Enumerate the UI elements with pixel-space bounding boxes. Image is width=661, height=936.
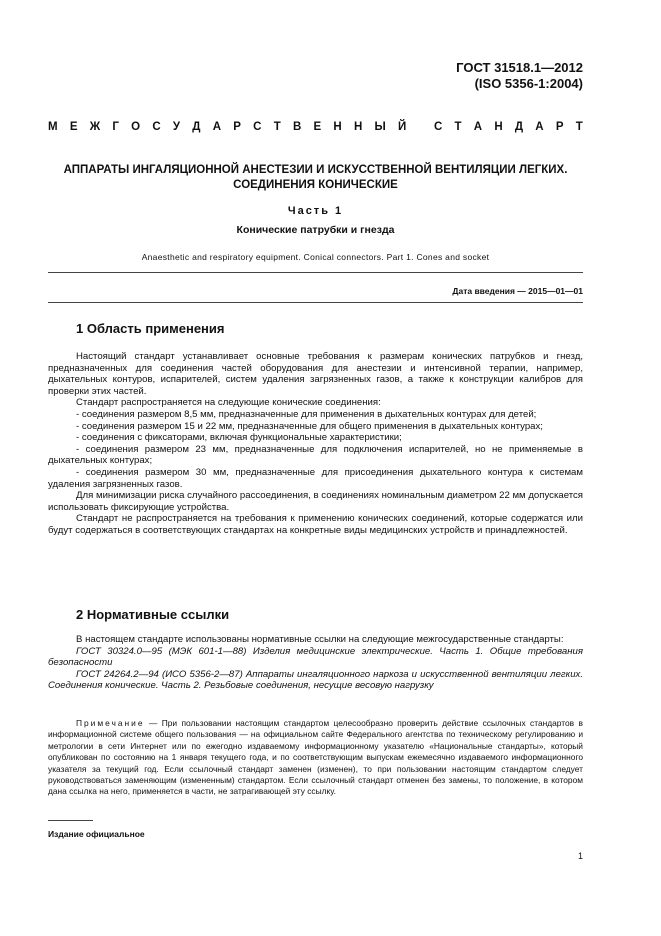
section-1-paragraph: Стандарт не распространяется на требования к применению конических соединений, которые содержатся или будут содержаться в соответствующих стандартах на конкретные виды медицинских устройств и принадлежностей. [48,513,583,536]
interstate-standard-label [48,121,583,133]
spaced-letter: С [253,121,262,133]
spaced-letter: А [212,121,222,133]
introduction-date: Дата введения — 2015—01—01 [452,286,583,296]
spaced-letter: М [48,121,58,133]
spaced-letter: Р [233,121,241,133]
spaced-letter: Т [273,121,281,133]
spaced-letter: Е [69,121,78,133]
section-2-heading: 2 Нормативные ссылки [76,607,230,622]
section-2-body [48,634,583,692]
list-item: - соединения размером 30 мм, предназначенные для присоединения дыхательного контура к системам удаления загрязненных газов. [48,466,583,490]
section-1-body [48,351,583,537]
spaced-letter: У [172,121,181,133]
part-label: Часть 1 [287,205,344,217]
note-paragraph [48,718,583,798]
list-item: - соединения с фиксаторами, включая функциональные характеристики; [76,432,402,444]
section-2-paragraph: В настоящем стандарте использованы нормативные ссылки на следующие межгосударственные стандарты: [76,634,564,645]
title-line-2: СОЕДИНЕНИЯ КОНИЧЕСКИЕ [233,179,398,191]
section-1-paragraph: Для минимизации риска случайного рассоединения, в соединениях номинальным диаметром 22 мм допускается использовать фиксирующие устройства. [48,490,583,513]
spaced-letter: Н [494,121,503,133]
spaced-letter: Ж [89,121,101,133]
spaced-letter: В [292,121,302,133]
reference-item: ГОСТ 24264.2—94 (ИСО 5356-2—87) Аппараты ингаляционного наркоза и искусственной вентиляции легких. Соединения конические. Часть 2. Резьбовые соединения, несущие весовую нагрузку [48,668,583,692]
divider-bottom [48,302,583,303]
spaced-letter [419,121,422,133]
gost-number: ГОСТ 31518.1—2012 [456,60,583,75]
page-number: 1 [577,851,583,861]
spaced-letter: Р [555,121,564,133]
iso-number: (ISO 5356-1:2004) [474,76,583,91]
note-block [48,718,583,798]
title-line-1: АППАРАТЫ ИНГАЛЯЦИОННОЙ АНЕСТЕЗИИ И ИСКУССТВЕННОЙ ВЕНТИЛЯЦИИ ЛЕГКИХ. [63,164,568,176]
spaced-letter: Н [333,121,342,133]
section-1-heading: 1 Область применения [76,321,225,336]
section-1-paragraph: Стандарт распространяется на следующие конические соединения: [76,397,381,409]
note-text: — При пользовании настоящим стандартом целесообразно проверить действие ссылочных стандартов в информационной системе общего пользования — на официальном сайте Федерального агентства по техническому регулированию и метрологии в сети Интернет или по ежегодно издаваемому информационному указателю «Национальные стандарты», который опубликован по состоянию на 1 января текущего года, и по соответствующим выпускам ежемесячно издаваемого информационного указателя за текущий год. Если ссылочный стандарт заменен (изменен), то при пользовании настоящим стандартом следует руководствоваться заменяющим (измененным) стандартом. Если ссылочный стандарт отменен без замены, то положение, в котором дана ссылка на него, применяется в части, не затрагивающей эту ссылку. [48,718,583,797]
part-subtitle: Конические патрубки и гнезда [236,224,395,236]
spaced-letter: Д [514,121,524,133]
document-title [48,163,583,193]
spaced-letter: Н [353,121,363,133]
divider-top [48,272,583,273]
list-item: - соединения размером 8,5 мм, предназначенные для применения в дыхательных контурах для детей; [76,408,537,420]
reference-item: ГОСТ 30324.0—95 (МЭК 601-1—88) Изделия медицинские электрические. Часть 1. Общие требования безопасности [48,645,583,669]
spaced-letter: Д [192,121,201,133]
spaced-letter: Й [398,121,407,133]
spaced-letter: Г [112,121,119,133]
spaced-letter: Е [313,121,322,133]
standard-code [456,60,583,92]
section-1-paragraph: Настоящий стандарт устанавливает основные требования к размерам конических патрубков и гнезд, предназначенных для соединения частей оборудования для анестезии и интенсивной терапии, например, дыхательных контуров, испарителей, систем удаления загрязненных газов, а также к конструкции калибров для проверки этих частей. [48,351,583,397]
spaced-letter: А [535,121,544,133]
spaced-letter: Т [575,121,583,133]
edition-label: Издание официальное [48,829,145,839]
spaced-letter: А [473,121,483,133]
spaced-letter: О [131,121,141,133]
english-title: Anaesthetic and respiratory equipment. Conical connectors. Part 1. Cones and socket [141,252,490,262]
list-item: - соединения размером 15 и 22 мм, предназначенные для общего применения в дыхательных контурах; [76,420,543,432]
footer-divider [48,820,93,821]
spaced-letter: Ы [374,121,386,133]
spaced-letter: Т [454,121,462,133]
spaced-letter: С [433,121,443,133]
spaced-letter: С [152,121,161,133]
list-item: - соединения размером 23 мм, предназначенные для подключения испарителей, но не применяемые в дыхательных контурах; [48,443,583,467]
note-lead: Примечание [76,718,145,728]
